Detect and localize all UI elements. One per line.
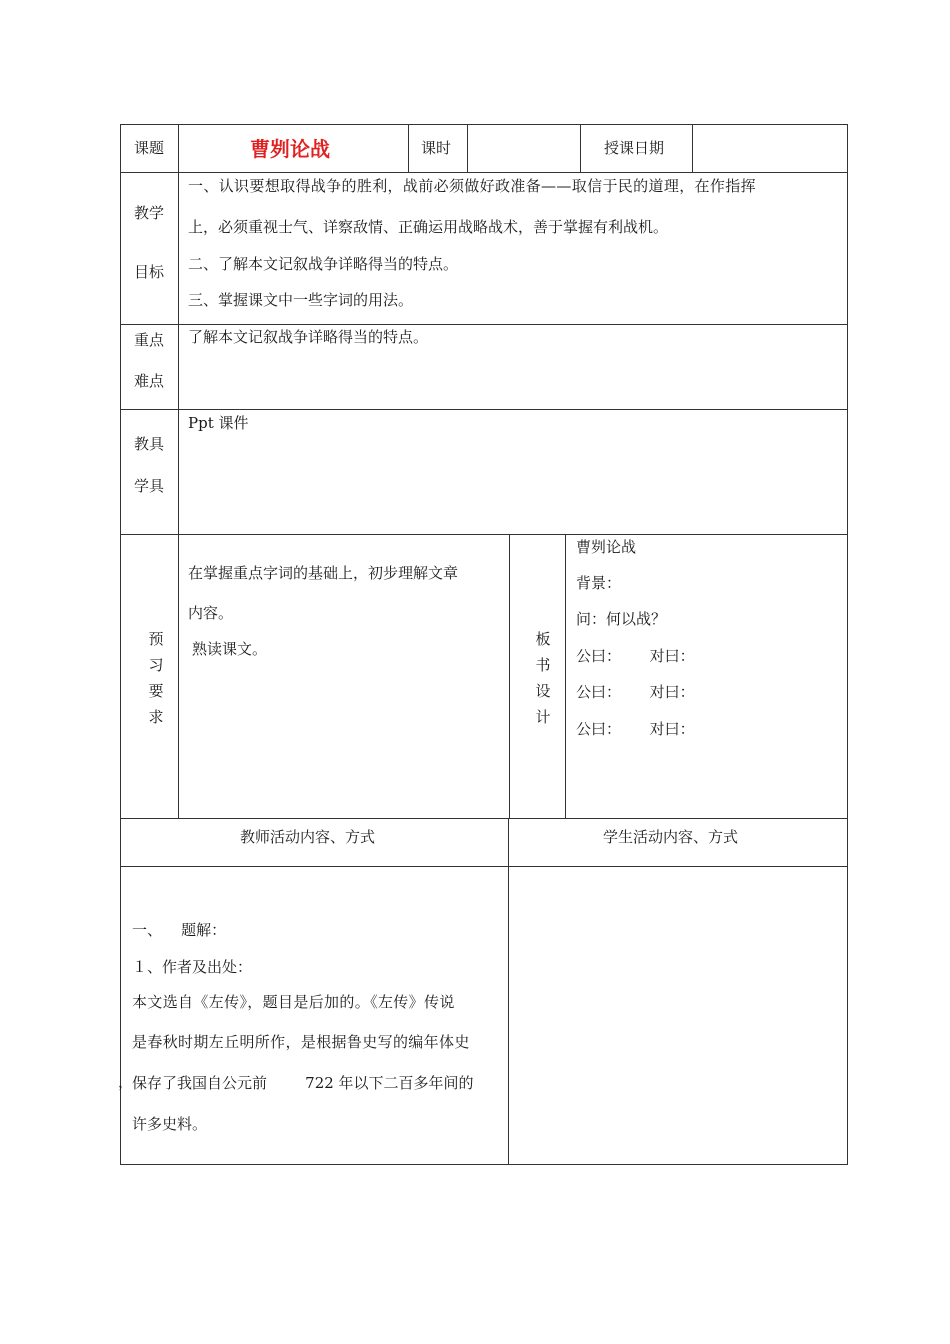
- preview-label-char: 习: [148, 656, 164, 674]
- tools-label-1: 教具: [134, 435, 165, 453]
- preview-line-1: 在掌握重点字词的基础上，初步理解文章: [188, 564, 459, 582]
- margin-mark: ，: [118, 1073, 134, 1091]
- goals-label-line-1: 教学: [134, 204, 165, 222]
- board-label-char: 计: [535, 708, 551, 726]
- key-points-label-1: 重点: [134, 331, 165, 349]
- goal-item-1: 一、认识要想取得战争的胜利，战前必须做好政准备——取信于民的道理，在作指挥: [188, 177, 756, 195]
- lesson-title: 曹刿论战: [250, 137, 330, 161]
- teacher-activities-header: 教师活动内容、方式: [240, 828, 376, 846]
- preview-label: [146, 626, 166, 730]
- board-line: 公曰： 对曰：: [576, 647, 695, 665]
- goals-label-line-2: 目标: [134, 263, 165, 281]
- class-hours-label: 课时: [421, 139, 452, 157]
- goal-item-2: 二、了解本文记叙战争详略得当的特点。: [188, 255, 459, 273]
- key-points-label-2: 难点: [134, 372, 165, 390]
- board-line: 公曰： 对曰：: [576, 683, 695, 701]
- goal-item-3: 三、掌握课文中一些字词的用法。: [188, 291, 414, 309]
- preview-line-2: 内容。: [188, 604, 234, 622]
- teacher-line: 一、 题解：: [132, 921, 227, 939]
- teacher-line: 本文选自《左传》，题目是后加的。《左传》传说: [132, 993, 455, 1011]
- teacher-line: 是春秋时期左丘明所作，是根据鲁史写的编年体史: [132, 1033, 470, 1051]
- teacher-line: 保存了我国自公元前 722 年以下二百多年间的: [132, 1074, 474, 1092]
- board-label-char: 书: [535, 656, 551, 674]
- preview-label-char: 预: [148, 630, 164, 648]
- teacher-line: 许多史料。: [132, 1115, 208, 1133]
- topic-label: 课题: [134, 139, 165, 157]
- key-points-text: 了解本文记叙战争详略得当的特点。: [188, 328, 429, 346]
- board-line: 背景：: [576, 574, 622, 592]
- teaching-date-label: 授课日期: [604, 139, 665, 157]
- board-line: 曹刿论战: [576, 538, 637, 556]
- preview-line-3: 熟读课文。: [192, 640, 268, 658]
- tools-text: Ppt 课件: [188, 414, 249, 432]
- preview-label-char: 要: [148, 682, 164, 700]
- board-label: [533, 626, 553, 730]
- student-activities-header: 学生活动内容、方式: [603, 828, 739, 846]
- board-line: 问：何以战？: [576, 610, 667, 628]
- teacher-line: １、作者及出处：: [132, 958, 253, 976]
- goal-item-1-cont: 上，必须重视士气、详察敌情、正确运用战略战术，善于掌握有利战机。: [188, 218, 669, 236]
- board-label-char: 设: [535, 682, 551, 700]
- preview-label-char: 求: [148, 708, 164, 726]
- board-label-char: 板: [535, 630, 551, 648]
- board-line: 公曰： 对曰：: [576, 720, 695, 738]
- tools-label-2: 学具: [134, 477, 165, 495]
